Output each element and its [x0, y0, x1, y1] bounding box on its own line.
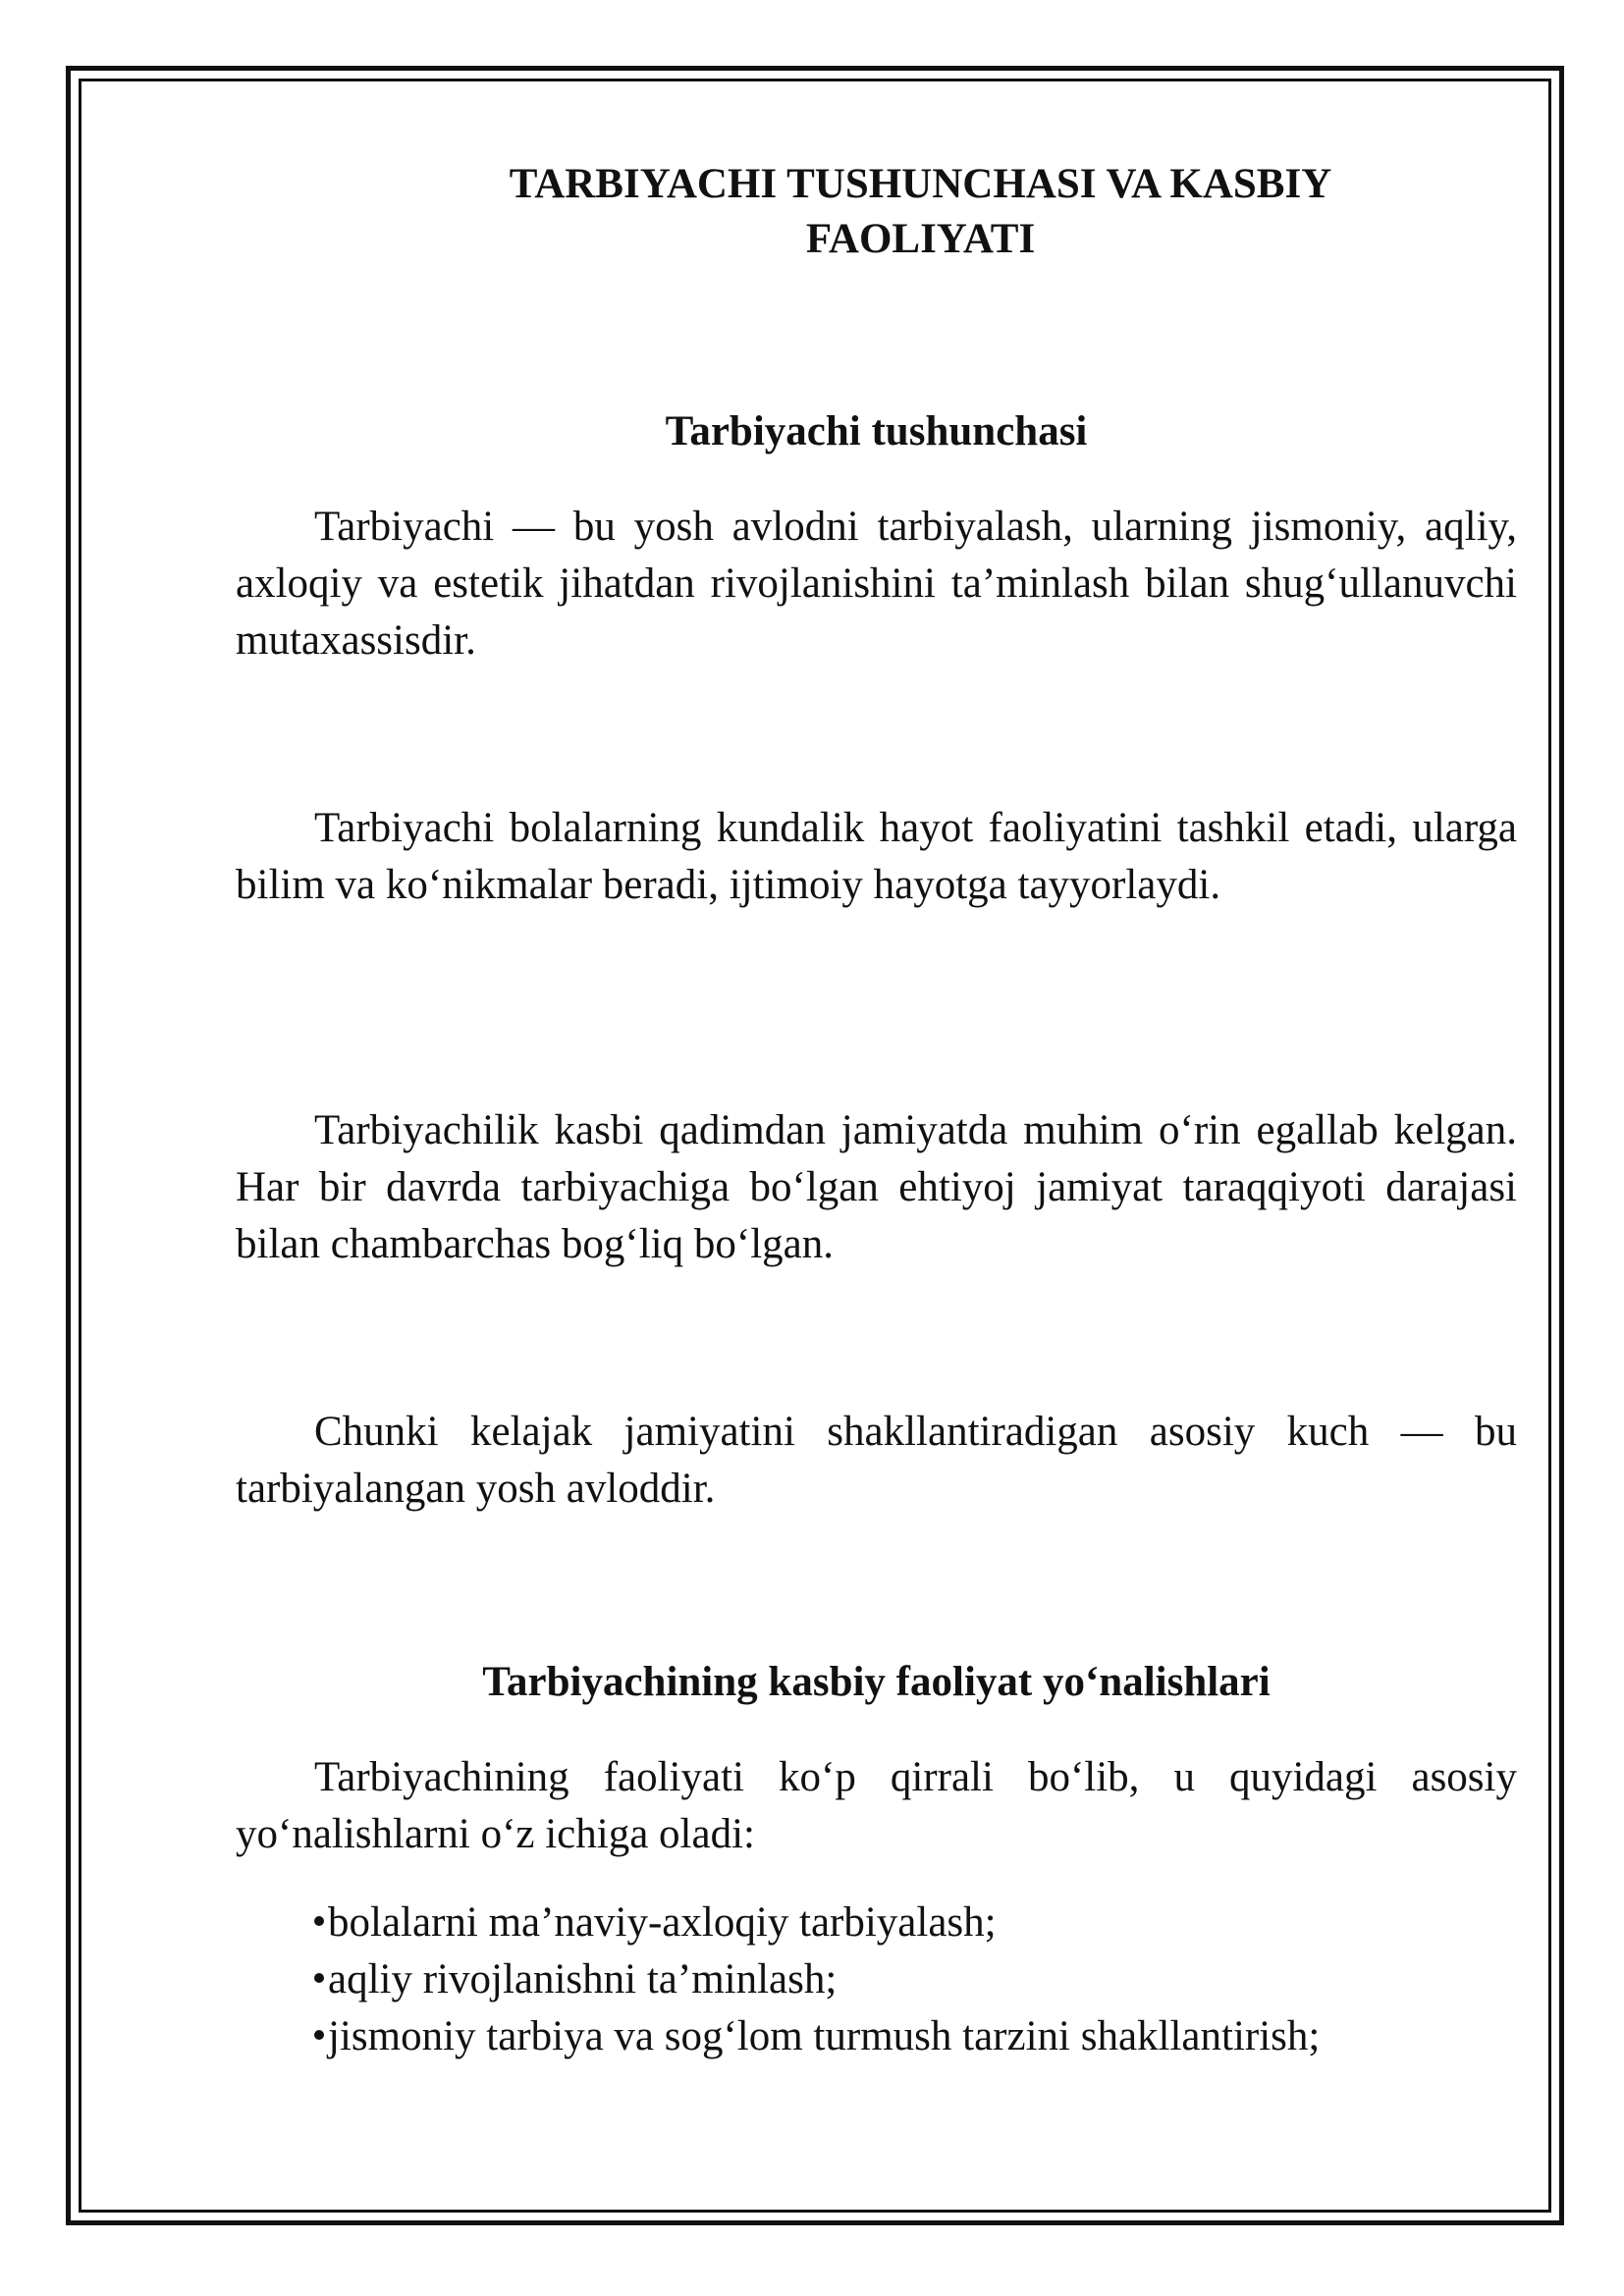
section-heading-directions: Tarbiyachining kasbiy faoliyat yo‘nalishlari [482, 1659, 1271, 1705]
list-item [314, 1895, 1320, 1951]
list-item [314, 1951, 1320, 2008]
list-item-text: jismoniy tarbiya va sog‘lom turmush tarzini shakllantirish; [328, 2013, 1321, 2059]
document-title [236, 157, 1517, 267]
list-item [314, 2008, 1320, 2065]
paragraph-daily-activity: Tarbiyachi bolalarning kundalik hayot faoliyatini tashkil etadi, ularga bilim va ko‘nikmalar beradi, ijtimoiy hayotga tayyorlaydi. [236, 805, 1517, 908]
document-title-line1: TARBIYACHI TUSHUNCHASI VA KASBIY [509, 161, 1332, 207]
bullet-icon [314, 1916, 324, 1926]
list-item-text: bolalarni ma’naviy-axloqiy tarbiyalash; [328, 1899, 997, 1946]
bullet-icon [314, 2030, 324, 2040]
paragraph-definition: Tarbiyachi — bu yosh avlodni tarbiyalash, ularning jismoniy, aqliy, axloqiy va estetik jihatdan rivojlanishini ta’minlash bilan shug‘ullanuvchi mutaxassisdir. [236, 504, 1517, 664]
paragraph-history: Tarbiyachilik kasbi qadimdan jamiyatda muhim o‘rin egallab kelgan. Har bir davrda tarbiyachiga bo‘lgan ehtiyoj jamiyat taraqqiyoti darajasi bilan chambarchas bog‘liq bo‘lgan. [236, 1107, 1517, 1267]
document-title-line2: FAOLIYATI [805, 216, 1036, 262]
bullet-icon [314, 1973, 324, 1983]
paragraph-directions-intro: Tarbiyachining faoliyati ko‘p qirrali bo‘lib, u quyidagi asosiy yo‘nalishlarni o‘z ichiga oladi: [236, 1754, 1517, 1857]
section-heading-concept: Tarbiyachi tushunchasi [665, 408, 1088, 454]
paragraph-future: Chunki kelajak jamiyatini shakllantiradigan asosiy kuch — bu tarbiyalangan yosh avloddir. [236, 1409, 1517, 1512]
directions-list [314, 1895, 1320, 2065]
list-item-text: aqliy rivojlanishni ta’minlash; [328, 1956, 838, 2002]
